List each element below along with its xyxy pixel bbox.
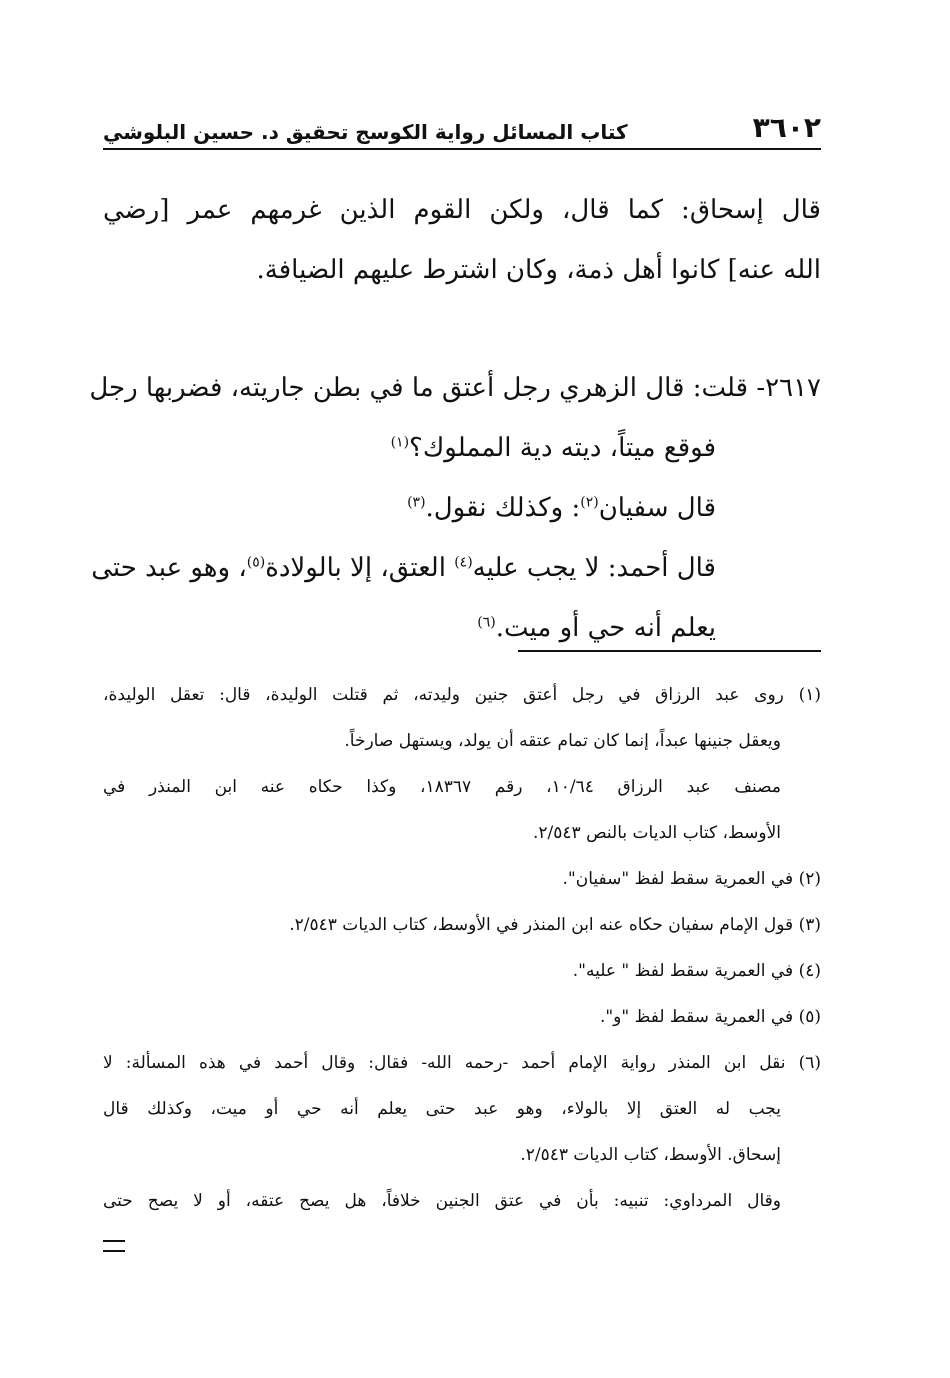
sufyan-answer: قال سفيان$^{(٢)}$: وكذلك نقول.$^{(٣)}$ [407,493,716,523]
footnote-ref[interactable]: (٥) [246,554,266,571]
text-line: الله عنه] كانوا أهل ذمة، وكان اشترط عليهم الضيافة. [256,255,821,285]
footnote-6: (٦) نقل ابن المنذر رواية الإمام أحمد -رحمه الله- فقال: وقال أحمد في هذه المسألة: لا [103,1053,821,1073]
text-line: قال إسحاق: كما قال، ولكن القوم الذين غرمهم عمر [رضي [103,195,821,225]
footnote-2: (٢) في العمرية سقط لفظ "سفيان". [562,869,821,889]
footnote-line: ويعقل جنينها عبداً، إنما كان تمام عتقه أن يولد، ويستهل صارخاً. [344,731,781,751]
footnote-line: وقال المرداوي: تنبيه: بأن في عتق الجنين خلافاً، هل يصح عتقه، أو لا يصح حتى [103,1191,781,1211]
footnotes [103,672,821,1224]
entry-question-line [89,358,821,418]
footnote-separator [518,650,821,652]
page-header [103,112,821,150]
continuation-mark [103,1240,125,1252]
footnote-4: (٤) في العمرية سقط لفظ " عليه". [572,961,821,981]
footnote-3: (٣) قول الإمام سفيان حكاه عنه ابن المنذر في الأوسط، كتاب الديات ٢/٥٤٣. [289,915,821,935]
text-line: فوقع ميتاً، ديته دية المملوك؟$^{(١)}$ [390,433,716,463]
page-number: ٣٦٠٢ [752,111,821,144]
running-title: كتاب المسائل رواية الكوسج تحقيق د. حسين البلوشي [103,120,628,144]
main-text [89,180,821,658]
footnote-5: (٥) في العمرية سقط لفظ "و". [599,1007,821,1027]
footnote-ref[interactable]: (٣) [407,494,426,511]
footnote-1: (١) روى عبد الرزاق في رجل أعتق جنين وليدته، ثم قتلت الوليدة، قال: تعقل الوليدة، [103,685,821,705]
footnote-line: مصنف عبد الرزاق ١٠/٦٤، رقم ١٨٣٦٧، وكذا حكاه عنه ابن المنذر في [103,777,781,797]
footnote-line: إسحاق. الأوسط، كتاب الديات ٢/٥٤٣. [520,1145,781,1165]
ahmad-answer: قال أحمد: لا يجب عليه$^{(٤)}$ العتق، إلا بالولادة$^{(٥)}$، وهو عبد حتى [91,553,716,583]
text-line: يعلم أنه حي أو ميت.$^{(٦)}$ [477,613,716,643]
footnote-ref[interactable]: (١) [390,434,410,451]
entry-number: ٢٦١٧- [756,373,821,403]
footnote-line: يجب له العتق إلا بالولاء، وهو عبد حتى يعلم أنه حي أو ميت، وكذلك قال [103,1099,781,1119]
footnote-ref[interactable]: (٢) [580,494,599,511]
question-text: قلت: قال الزهري رجل أعتق ما في بطن جاريته، فضربها رجل [89,373,749,403]
footnote-ref[interactable]: (٦) [477,614,496,631]
footnote-line: الأوسط، كتاب الديات بالنص ٢/٥٤٣. [533,823,781,843]
footnote-ref[interactable]: (٤) [454,554,473,571]
